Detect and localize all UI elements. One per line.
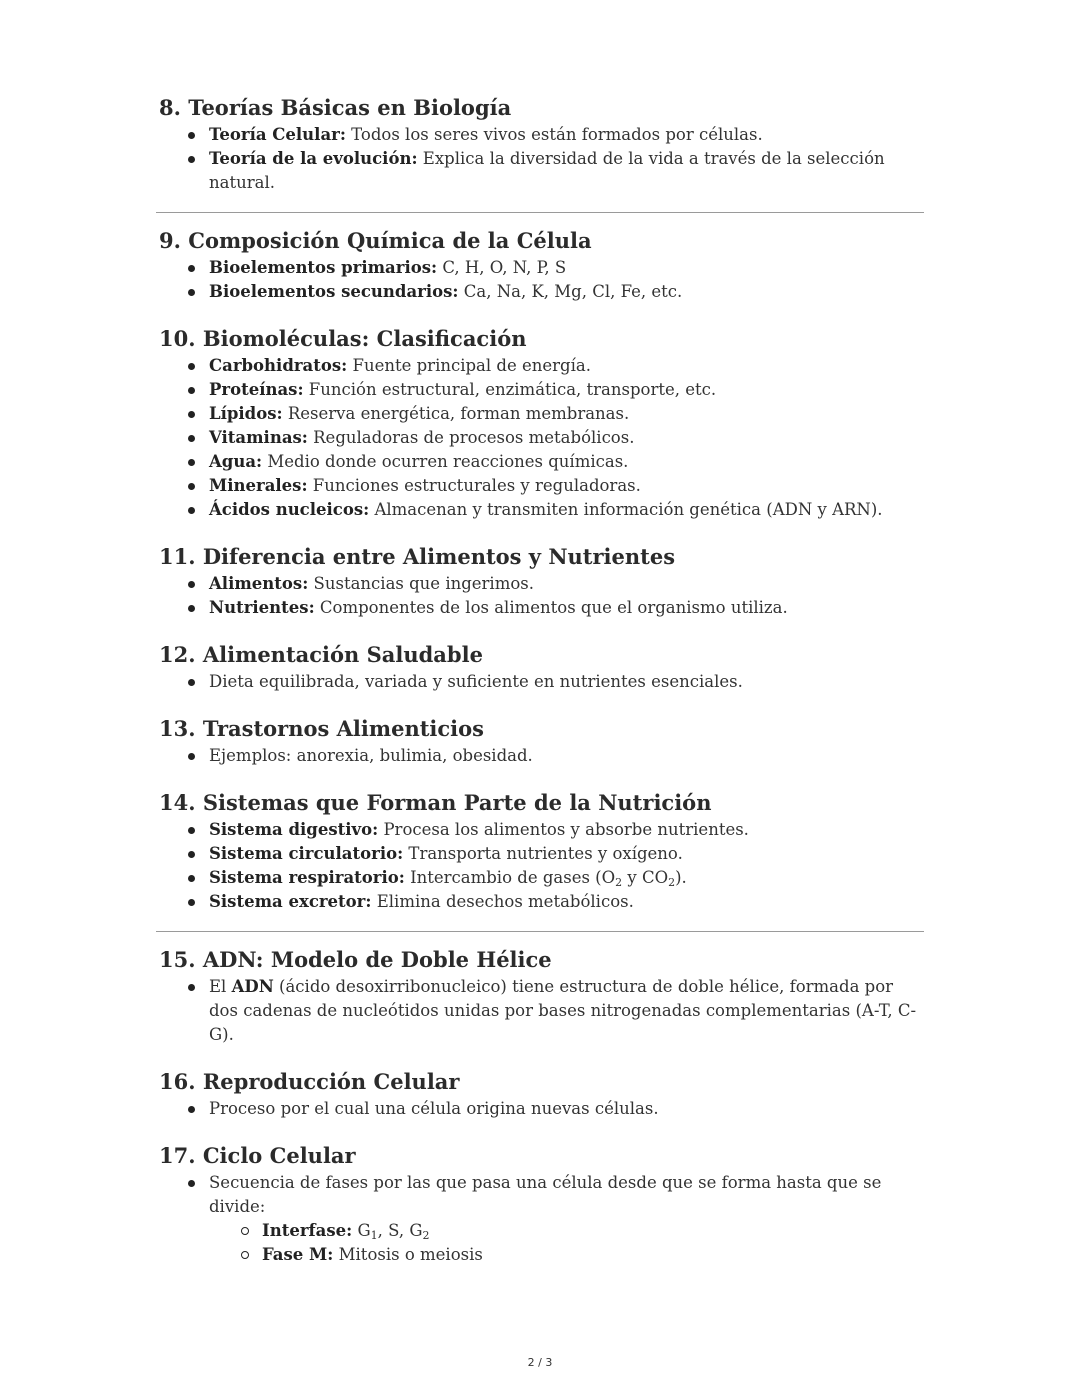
definition: Funciones estructurales y reguladoras. [307, 476, 641, 495]
definition: C, H, O, N, P, S [437, 258, 567, 277]
subscript: 2 [615, 876, 623, 889]
bullet-list [159, 1171, 924, 1267]
list-item [159, 596, 924, 620]
bullet-list [159, 354, 924, 522]
subscript: 2 [422, 1229, 430, 1242]
divider [156, 212, 924, 213]
term: Agua: [209, 452, 263, 471]
term: Ácidos nucleicos: [209, 500, 370, 519]
sub-list-item [209, 1243, 924, 1267]
definition: Transporta nutrientes y oxígeno. [403, 844, 683, 863]
definition: Reguladoras de procesos metabólicos. [307, 428, 635, 447]
term: Bioelementos secundarios: [209, 282, 459, 301]
list-item [159, 498, 924, 522]
definition: ). [675, 868, 687, 887]
section-15 [159, 945, 924, 1047]
term: Sistema circulatorio: [209, 844, 404, 863]
section-heading: 17. Ciclo Celular [159, 1143, 356, 1168]
sub-list-item [209, 1219, 924, 1243]
section-16 [159, 1067, 924, 1121]
list-item [159, 1171, 924, 1267]
bullet-list [159, 744, 924, 768]
term: Vitaminas: [209, 428, 308, 447]
list-item [159, 866, 924, 890]
section-17 [159, 1141, 924, 1267]
list-item [159, 975, 924, 1047]
term: Proteínas: [209, 380, 304, 399]
subscript: 1 [370, 1229, 378, 1242]
bullet-list [159, 1097, 924, 1121]
bullet-list [159, 670, 924, 694]
section-heading: 12. Alimentación Saludable [159, 642, 483, 667]
definition: Procesa los alimentos y absorbe nutrientes. [378, 820, 749, 839]
definition: Almacenan y transmiten información genética (ADN y ARN). [369, 500, 883, 519]
definition: Mitosis o meiosis [333, 1245, 483, 1264]
term: Sistema respiratorio: [209, 868, 405, 887]
list-item [159, 402, 924, 426]
page-number: 2 / 3 [527, 1356, 553, 1369]
bullet-list [159, 256, 924, 304]
section-heading: 11. Diferencia entre Alimentos y Nutrientes [159, 544, 676, 569]
bullet-list [159, 975, 924, 1047]
section-14 [159, 788, 924, 914]
term: Fase M: [262, 1245, 334, 1264]
list-item [159, 354, 924, 378]
term: Sistema digestivo: [209, 820, 379, 839]
section-11 [159, 542, 924, 620]
list-item [159, 426, 924, 450]
term: Bioelementos primarios: [209, 258, 438, 277]
definition: Reserva energética, forman membranas. [282, 404, 630, 423]
list-item [159, 474, 924, 498]
section-heading: 13. Trastornos Alimenticios [159, 716, 484, 741]
definition: (ácido desoxirribonucleico) tiene estructura de doble hélice, formada por dos cadenas de nucleótidos unidas por bases nitrogenadas complementarias (A-T, C-G). [209, 977, 917, 1044]
definition: , S, G [377, 1221, 423, 1240]
term: Interfase: [262, 1221, 353, 1240]
term: Nutrientes: [209, 598, 315, 617]
section-13 [159, 714, 924, 768]
list-item [159, 890, 924, 914]
definition: Sustancias que ingerimos. [308, 574, 535, 593]
document-page [159, 93, 924, 1267]
term: Alimentos: [209, 574, 309, 593]
definition: El [209, 977, 232, 996]
list-item [159, 378, 924, 402]
term: Minerales: [209, 476, 308, 495]
definition: Intercambio de gases (O [404, 868, 616, 887]
list-item [159, 256, 924, 280]
term: Sistema excretor: [209, 892, 372, 911]
definition: Componentes de los alimentos que el organismo utiliza. [314, 598, 788, 617]
definition: Fuente principal de energía. [347, 356, 591, 375]
bullet-list [159, 818, 924, 914]
list-item [159, 842, 924, 866]
section-9 [159, 226, 924, 304]
definition: Explica la diversidad de la vida a través de la selección natural. [209, 149, 885, 192]
list-item [159, 147, 924, 195]
divider [156, 931, 924, 932]
bullet-list [159, 572, 924, 620]
section-heading: 16. Reproducción Celular [159, 1069, 460, 1094]
term: Teoría de la evolución: [209, 149, 418, 168]
section-8 [159, 93, 924, 195]
definition: Secuencia de fases por las que pasa una célula desde que se forma hasta que se divide: [209, 1173, 882, 1216]
definition: Ca, Na, K, Mg, Cl, Fe, etc. [458, 282, 683, 301]
list-item [159, 280, 924, 304]
term: ADN [231, 977, 274, 996]
list-item: Proceso por el cual una célula origina nuevas células. [159, 1097, 924, 1121]
list-item: Dieta equilibrada, variada y suficiente en nutrientes esenciales. [159, 670, 924, 694]
sub-list [209, 1219, 924, 1267]
subscript: 2 [668, 876, 676, 889]
list-item [159, 572, 924, 596]
list-item [159, 450, 924, 474]
definition: y CO [622, 868, 669, 887]
definition: Elimina desechos metabólicos. [371, 892, 634, 911]
term: Carbohidratos: [209, 356, 348, 375]
list-item [159, 123, 924, 147]
section-heading: 10. Biomoléculas: Clasificación [159, 326, 527, 351]
section-12 [159, 640, 924, 694]
section-heading: 15. ADN: Modelo de Doble Hélice [159, 947, 552, 972]
definition: G [352, 1221, 371, 1240]
list-item: Ejemplos: anorexia, bulimia, obesidad. [159, 744, 924, 768]
term: Teoría Celular: [209, 125, 346, 144]
section-10 [159, 324, 924, 522]
section-heading: 14. Sistemas que Forman Parte de la Nutrición [159, 790, 712, 815]
section-heading: 9. Composición Química de la Célula [159, 228, 592, 253]
bullet-list [159, 123, 924, 195]
definition: Función estructural, enzimática, transporte, etc. [303, 380, 717, 399]
term: Lípidos: [209, 404, 283, 423]
definition: Todos los seres vivos están formados por células. [345, 125, 763, 144]
section-heading: 8. Teorías Básicas en Biología [159, 95, 512, 120]
definition: Medio donde ocurren reacciones químicas. [262, 452, 629, 471]
list-item [159, 818, 924, 842]
